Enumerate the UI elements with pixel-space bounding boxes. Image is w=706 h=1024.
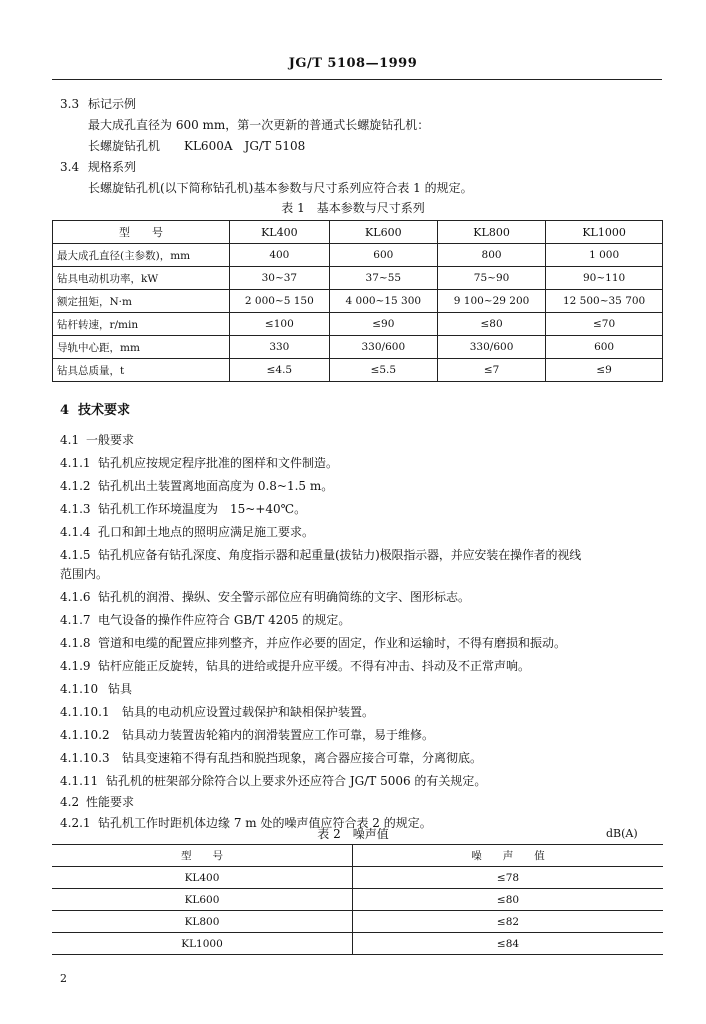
table-1-cell: 330/600 [329, 336, 437, 359]
table-2-cell: KL400 [52, 867, 353, 889]
item-text: 钻孔机工作环境温度为 15~+40℃。 [98, 502, 307, 516]
table-1-cell: 600 [329, 244, 437, 267]
section-3-4-number: 3.4 [60, 160, 80, 174]
item-number: 4.1.7 [60, 613, 91, 627]
section-3-4-line-1: 长螺旋钻孔机(以下简称钻孔机)基本参数与尺寸系列应符合表 1 的规定。 [88, 181, 473, 195]
table-2-unit: dB(A) [606, 827, 638, 840]
item-text: 钻杆应能正反旋转，钻具的进给或提升应平缓。不得有冲击、抖动及不正常声响。 [98, 659, 531, 673]
item-text: 钻具变速箱不得有乱挡和脱挡现象，离合器应接合可靠，分离彻底。 [122, 751, 483, 765]
table-1-header-row [53, 221, 663, 244]
table-1-cell: ≤100 [230, 313, 330, 336]
table-row [52, 867, 663, 889]
table-row [53, 359, 663, 382]
table-2-caption: 表 2 噪声值 [317, 827, 389, 841]
table-1-cell: ≤9 [546, 359, 663, 382]
item-number: 4.1.10 [60, 682, 99, 696]
table-row [53, 267, 663, 290]
item-number: 4.1.1 [60, 456, 91, 470]
table-row [52, 933, 663, 955]
table-1-cell: 800 [437, 244, 545, 267]
table-2-cell: ≤80 [353, 889, 664, 911]
item-text-continued: 范围内。 [60, 567, 109, 581]
item-text: 钻孔机应按规定程序批准的图样和文件制造。 [98, 456, 339, 470]
item-number: 4.1.8 [60, 636, 91, 650]
table-1-cell: ≤4.5 [230, 359, 330, 382]
table-1-cell: ≤90 [329, 313, 437, 336]
section-4-number: 4 [60, 403, 70, 418]
table-row [53, 290, 663, 313]
table-1-cell: 12 500~35 700 [546, 290, 663, 313]
table-1-cell: 330/600 [437, 336, 545, 359]
item-text: 钻具动力装置齿轮箱内的润滑装置应工作可靠，易于维修。 [122, 728, 435, 742]
item-text: 钻具 [108, 682, 133, 696]
item-text: 性能要求 [86, 795, 135, 809]
table-2-cell: KL1000 [52, 933, 353, 955]
running-header: JG/T 5108—1999 [288, 56, 418, 71]
table-1-cell: 330 [230, 336, 330, 359]
table-2-header-cell: 噪 声 值 [353, 845, 664, 867]
table-1-cell: 600 [546, 336, 663, 359]
table-1-cell: 9 100~29 200 [437, 290, 545, 313]
item-number: 4.1.10.2 [60, 728, 110, 742]
table-1-cell: 最大成孔直径(主参数)，mm [53, 244, 230, 267]
item-text: 孔口和卸土地点的照明应满足施工要求。 [98, 525, 315, 539]
item-text: 一般要求 [86, 433, 135, 447]
table-1-cell: 75~90 [437, 267, 545, 290]
table-2-header-cell: 型 号 [52, 845, 353, 867]
item-text: 钻具的电动机应设置过载保护和缺相保护装置。 [122, 705, 375, 719]
table-2-cell: KL800 [52, 911, 353, 933]
item-text: 管道和电缆的配置应排列整齐，并应作必要的固定，作业和运输时，不得有磨损和振动。 [98, 636, 567, 650]
header-rule [52, 79, 662, 80]
table-1-cell: 额定扭矩，N·m [53, 290, 230, 313]
item-text: 钻孔机的桩架部分除符合以上要求外还应符合 JG/T 5006 的有关规定。 [106, 774, 487, 788]
item-number: 4.1.10.1 [60, 705, 110, 719]
item-number: 4.1.4 [60, 525, 91, 539]
item-text: 钻孔机工作时距机体边缘 7 m 处的噪声值应符合表 2 的规定。 [98, 816, 432, 830]
table-1-cell: ≤5.5 [329, 359, 437, 382]
item-text: 钻孔机出土装置离地面高度为 0.8~1.5 m。 [98, 479, 334, 493]
table-1-header-cell: 型 号 [53, 221, 230, 244]
table-1-cell: 90~110 [546, 267, 663, 290]
table-row [53, 244, 663, 267]
item-number: 4.2.1 [60, 816, 91, 830]
table-1-cell: 30~37 [230, 267, 330, 290]
table-1-cell: ≤80 [437, 313, 545, 336]
item-number: 4.1.9 [60, 659, 91, 673]
table-1-cell: ≤7 [437, 359, 545, 382]
table-2-cell: KL600 [52, 889, 353, 911]
table-row [53, 313, 663, 336]
table-1 [52, 220, 663, 382]
table-1-caption: 表 1 基本参数与尺寸系列 [281, 201, 425, 215]
table-2 [52, 844, 663, 955]
table-1-cell: 37~55 [329, 267, 437, 290]
table-row [53, 336, 663, 359]
item-number: 4.1.6 [60, 590, 91, 604]
table-1-cell: 钻杆转速，r/min [53, 313, 230, 336]
table-1-cell: 2 000~5 150 [230, 290, 330, 313]
table-1-cell: 400 [230, 244, 330, 267]
section-3-3-number: 3.3 [60, 97, 80, 111]
table-2-header-row [52, 845, 663, 867]
table-1-header-cell: KL1000 [546, 221, 663, 244]
section-3-3-line-2: 长螺旋钻孔机 KL600A JG/T 5108 [88, 139, 306, 153]
table-2-cell: ≤78 [353, 867, 664, 889]
item-text: 电气设备的操作件应符合 GB/T 4205 的规定。 [98, 613, 351, 627]
table-2-cell: ≤82 [353, 911, 664, 933]
section-4-title: 技术要求 [78, 403, 131, 418]
table-2-cell: ≤84 [353, 933, 664, 955]
table-1-cell: 导轨中心距，mm [53, 336, 230, 359]
item-number: 4.1.5 [60, 548, 91, 562]
section-3-3-line-1: 最大成孔直径为 600 mm，第一次更新的普通式长螺旋钻孔机： [88, 118, 430, 132]
table-row [52, 911, 663, 933]
item-number: 4.1.3 [60, 502, 91, 516]
table-1-header-cell: KL400 [230, 221, 330, 244]
table-1-cell: 钻具总质量，t [53, 359, 230, 382]
section-3-3-title: 标记示例 [88, 97, 137, 111]
item-number: 4.1.11 [60, 774, 99, 788]
table-row [52, 889, 663, 911]
table-1-cell: 1 000 [546, 244, 663, 267]
item-number: 4.1.2 [60, 479, 91, 493]
table-1-cell: 4 000~15 300 [329, 290, 437, 313]
item-number: 4.1.10.3 [60, 751, 110, 765]
item-text: 钻孔机的润滑、操纵、安全警示部位应有明确简练的文字、图形标志。 [98, 590, 471, 604]
section-3-4-title: 规格系列 [88, 160, 137, 174]
table-1-header-cell: KL800 [437, 221, 545, 244]
page-number: 2 [60, 972, 67, 985]
table-1-header-cell: KL600 [329, 221, 437, 244]
table-1-cell: ≤70 [546, 313, 663, 336]
item-text: 钻孔机应备有钻孔深度、角度指示器和起重量(拔钻力)极限指示器，并应安装在操作者的视线 [98, 548, 582, 562]
item-number: 4.1 [60, 433, 80, 447]
item-number: 4.2 [60, 795, 80, 809]
table-1-cell: 钻具电动机功率，kW [53, 267, 230, 290]
